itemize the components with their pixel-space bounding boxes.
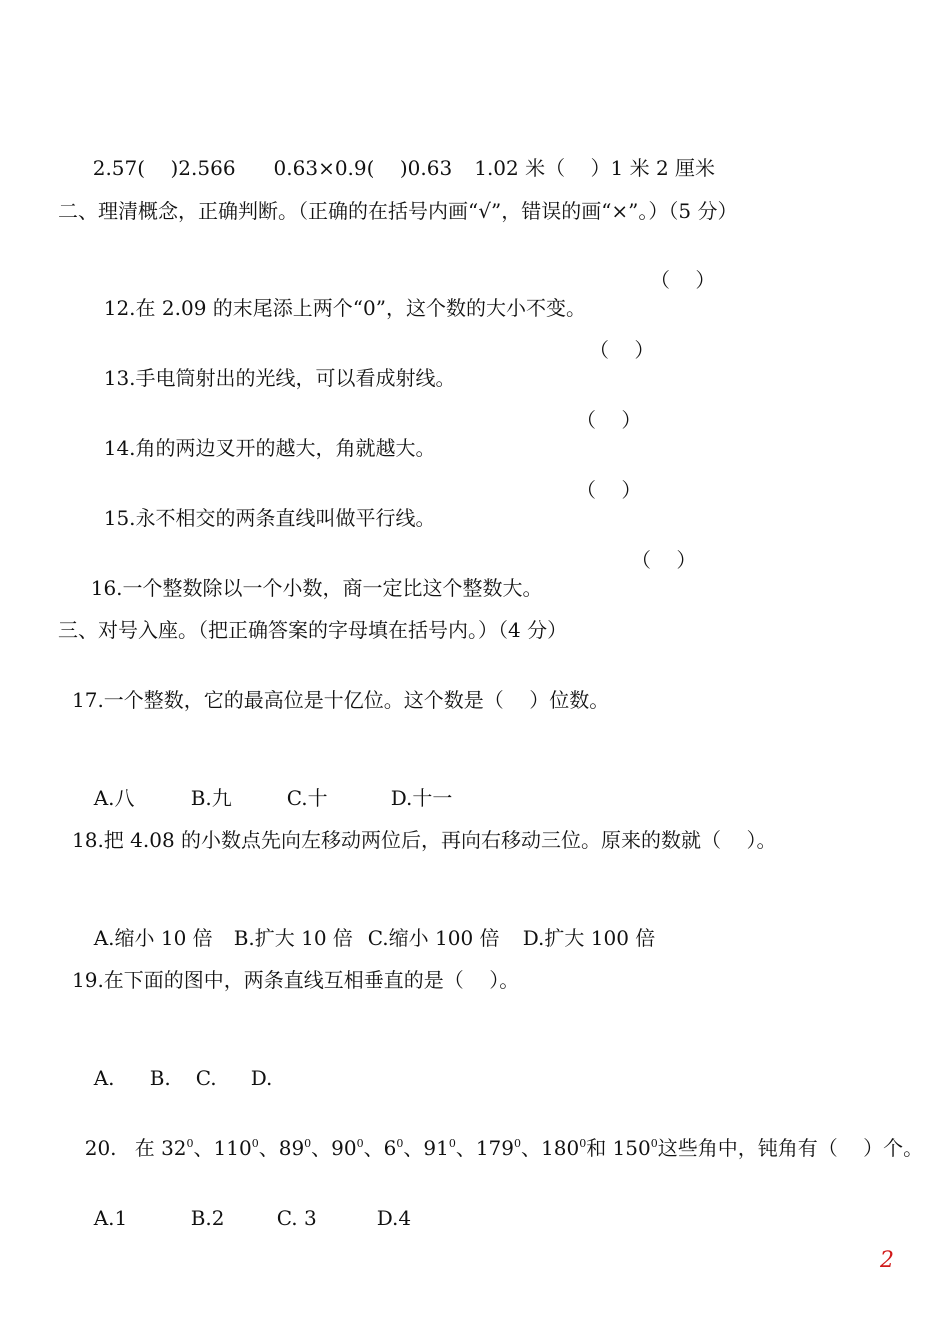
question-18: 18.把 4.08 的小数点先向左移动两位后，再向右移动三位。原来的数就（ ）。 <box>72 828 777 852</box>
option-d[interactable]: D. <box>250 1066 273 1090</box>
compare-c: 1.02 米（ ）1 米 2 厘米 <box>474 156 716 180</box>
judge-item-text: 15.永不相交的两条直线叫做平行线。 <box>103 506 436 530</box>
compare-b: 0.63×0.9( )0.63 <box>273 156 453 180</box>
judge-blank-12[interactable]: （ ） <box>650 268 716 292</box>
degree-mark: 0 <box>356 1137 364 1150</box>
option-c[interactable]: C. 3 <box>276 1206 317 1230</box>
judge-item-14 <box>91 406 436 462</box>
question-20-number: 20. <box>84 1136 117 1160</box>
judge-item-text: 13.手电筒射出的光线，可以看成射线。 <box>103 366 456 390</box>
angle-value: 179 <box>475 1136 514 1160</box>
option-b[interactable]: B.扩大 10 倍 <box>233 926 353 950</box>
degree-mark: 0 <box>186 1137 194 1150</box>
question-20-suffix: 这些角中，钝角有（ ）个。 <box>657 1136 924 1160</box>
degree-mark: 0 <box>396 1137 404 1150</box>
options-19 <box>81 1036 272 1092</box>
degree-mark: 0 <box>650 1137 658 1150</box>
degree-mark: 0 <box>304 1137 312 1150</box>
judge-blank-15[interactable]: （ ） <box>576 478 642 502</box>
degree-mark: 0 <box>579 1137 587 1150</box>
angle-value: 89 <box>278 1136 305 1160</box>
angle-separator: 、 <box>403 1136 424 1160</box>
option-d[interactable]: D.4 <box>376 1206 412 1230</box>
question-20-prefix: 在 <box>134 1136 162 1160</box>
judge-item-16 <box>78 546 543 602</box>
question-20 <box>72 1106 923 1162</box>
compare-line <box>80 126 715 182</box>
degree-mark: 0 <box>514 1137 521 1150</box>
degree-mark: 0 <box>448 1137 456 1150</box>
option-d[interactable]: D.扩大 100 倍 <box>522 926 656 950</box>
angle-value: 6 <box>383 1136 397 1160</box>
angle-separator: 、 <box>311 1136 332 1160</box>
and-word: 和 <box>586 1136 613 1160</box>
option-a[interactable]: A.1 <box>93 1206 128 1230</box>
option-b[interactable]: B.2 <box>190 1206 225 1230</box>
section3-heading: 三、对号入座。（把正确答案的字母填在括号内。）（4 分） <box>58 618 568 642</box>
angle-value: 110 <box>213 1136 252 1160</box>
degree-mark: 0 <box>251 1137 259 1150</box>
option-b[interactable]: B. <box>149 1066 171 1090</box>
question-17: 17.一个整数，它的最高位是十亿位。这个数是（ ）位数。 <box>72 688 610 712</box>
question-19: 19.在下面的图中，两条直线互相垂直的是（ ）。 <box>72 968 520 992</box>
options-18 <box>81 896 655 952</box>
option-c[interactable]: C.十 <box>286 786 328 810</box>
angle-value: 150 <box>612 1136 651 1160</box>
angle-separator: 、 <box>193 1136 214 1160</box>
option-a[interactable]: A.缩小 10 倍 <box>93 926 213 950</box>
angle-value: 32 <box>161 1136 187 1160</box>
options-17 <box>81 756 452 812</box>
judge-blank-16[interactable]: （ ） <box>631 548 697 572</box>
judge-item-text: 12.在 2.09 的末尾添上两个“0”，这个数的大小不变。 <box>103 296 586 320</box>
options-20 <box>81 1176 411 1232</box>
option-c[interactable]: C.缩小 100 倍 <box>367 926 500 950</box>
judge-item-text: 16.一个整数除以一个小数，商一定比这个整数大。 <box>90 576 543 600</box>
judge-blank-14[interactable]: （ ） <box>576 408 642 432</box>
judge-item-13 <box>91 336 456 392</box>
section2-heading: 二、理清概念，正确判断。（正确的在括号内画“√”，错误的画“×”。）（5 分） <box>58 199 738 223</box>
option-b[interactable]: B.九 <box>190 786 232 810</box>
option-d[interactable]: D.十一 <box>390 786 453 810</box>
angle-separator: 、 <box>258 1136 279 1160</box>
angle-separator: 、 <box>455 1136 476 1160</box>
angle-value: 91 <box>423 1136 449 1160</box>
judge-item-text: 14.角的两边叉开的越大，角就越大。 <box>103 436 436 460</box>
judge-item-15 <box>91 476 436 532</box>
angle-separator: 、 <box>521 1136 541 1160</box>
angle-value: 180 <box>541 1136 580 1160</box>
angle-separator: 、 <box>363 1136 384 1160</box>
option-a[interactable]: A. <box>93 1066 115 1090</box>
judge-item-12 <box>91 266 586 322</box>
option-c[interactable]: C. <box>195 1066 217 1090</box>
judge-blank-13[interactable]: （ ） <box>589 338 655 362</box>
page-number: 2 <box>880 1248 894 1273</box>
compare-a: 2.57( )2.566 <box>92 156 236 180</box>
option-a[interactable]: A.八 <box>93 786 135 810</box>
angle-value: 90 <box>331 1136 357 1160</box>
